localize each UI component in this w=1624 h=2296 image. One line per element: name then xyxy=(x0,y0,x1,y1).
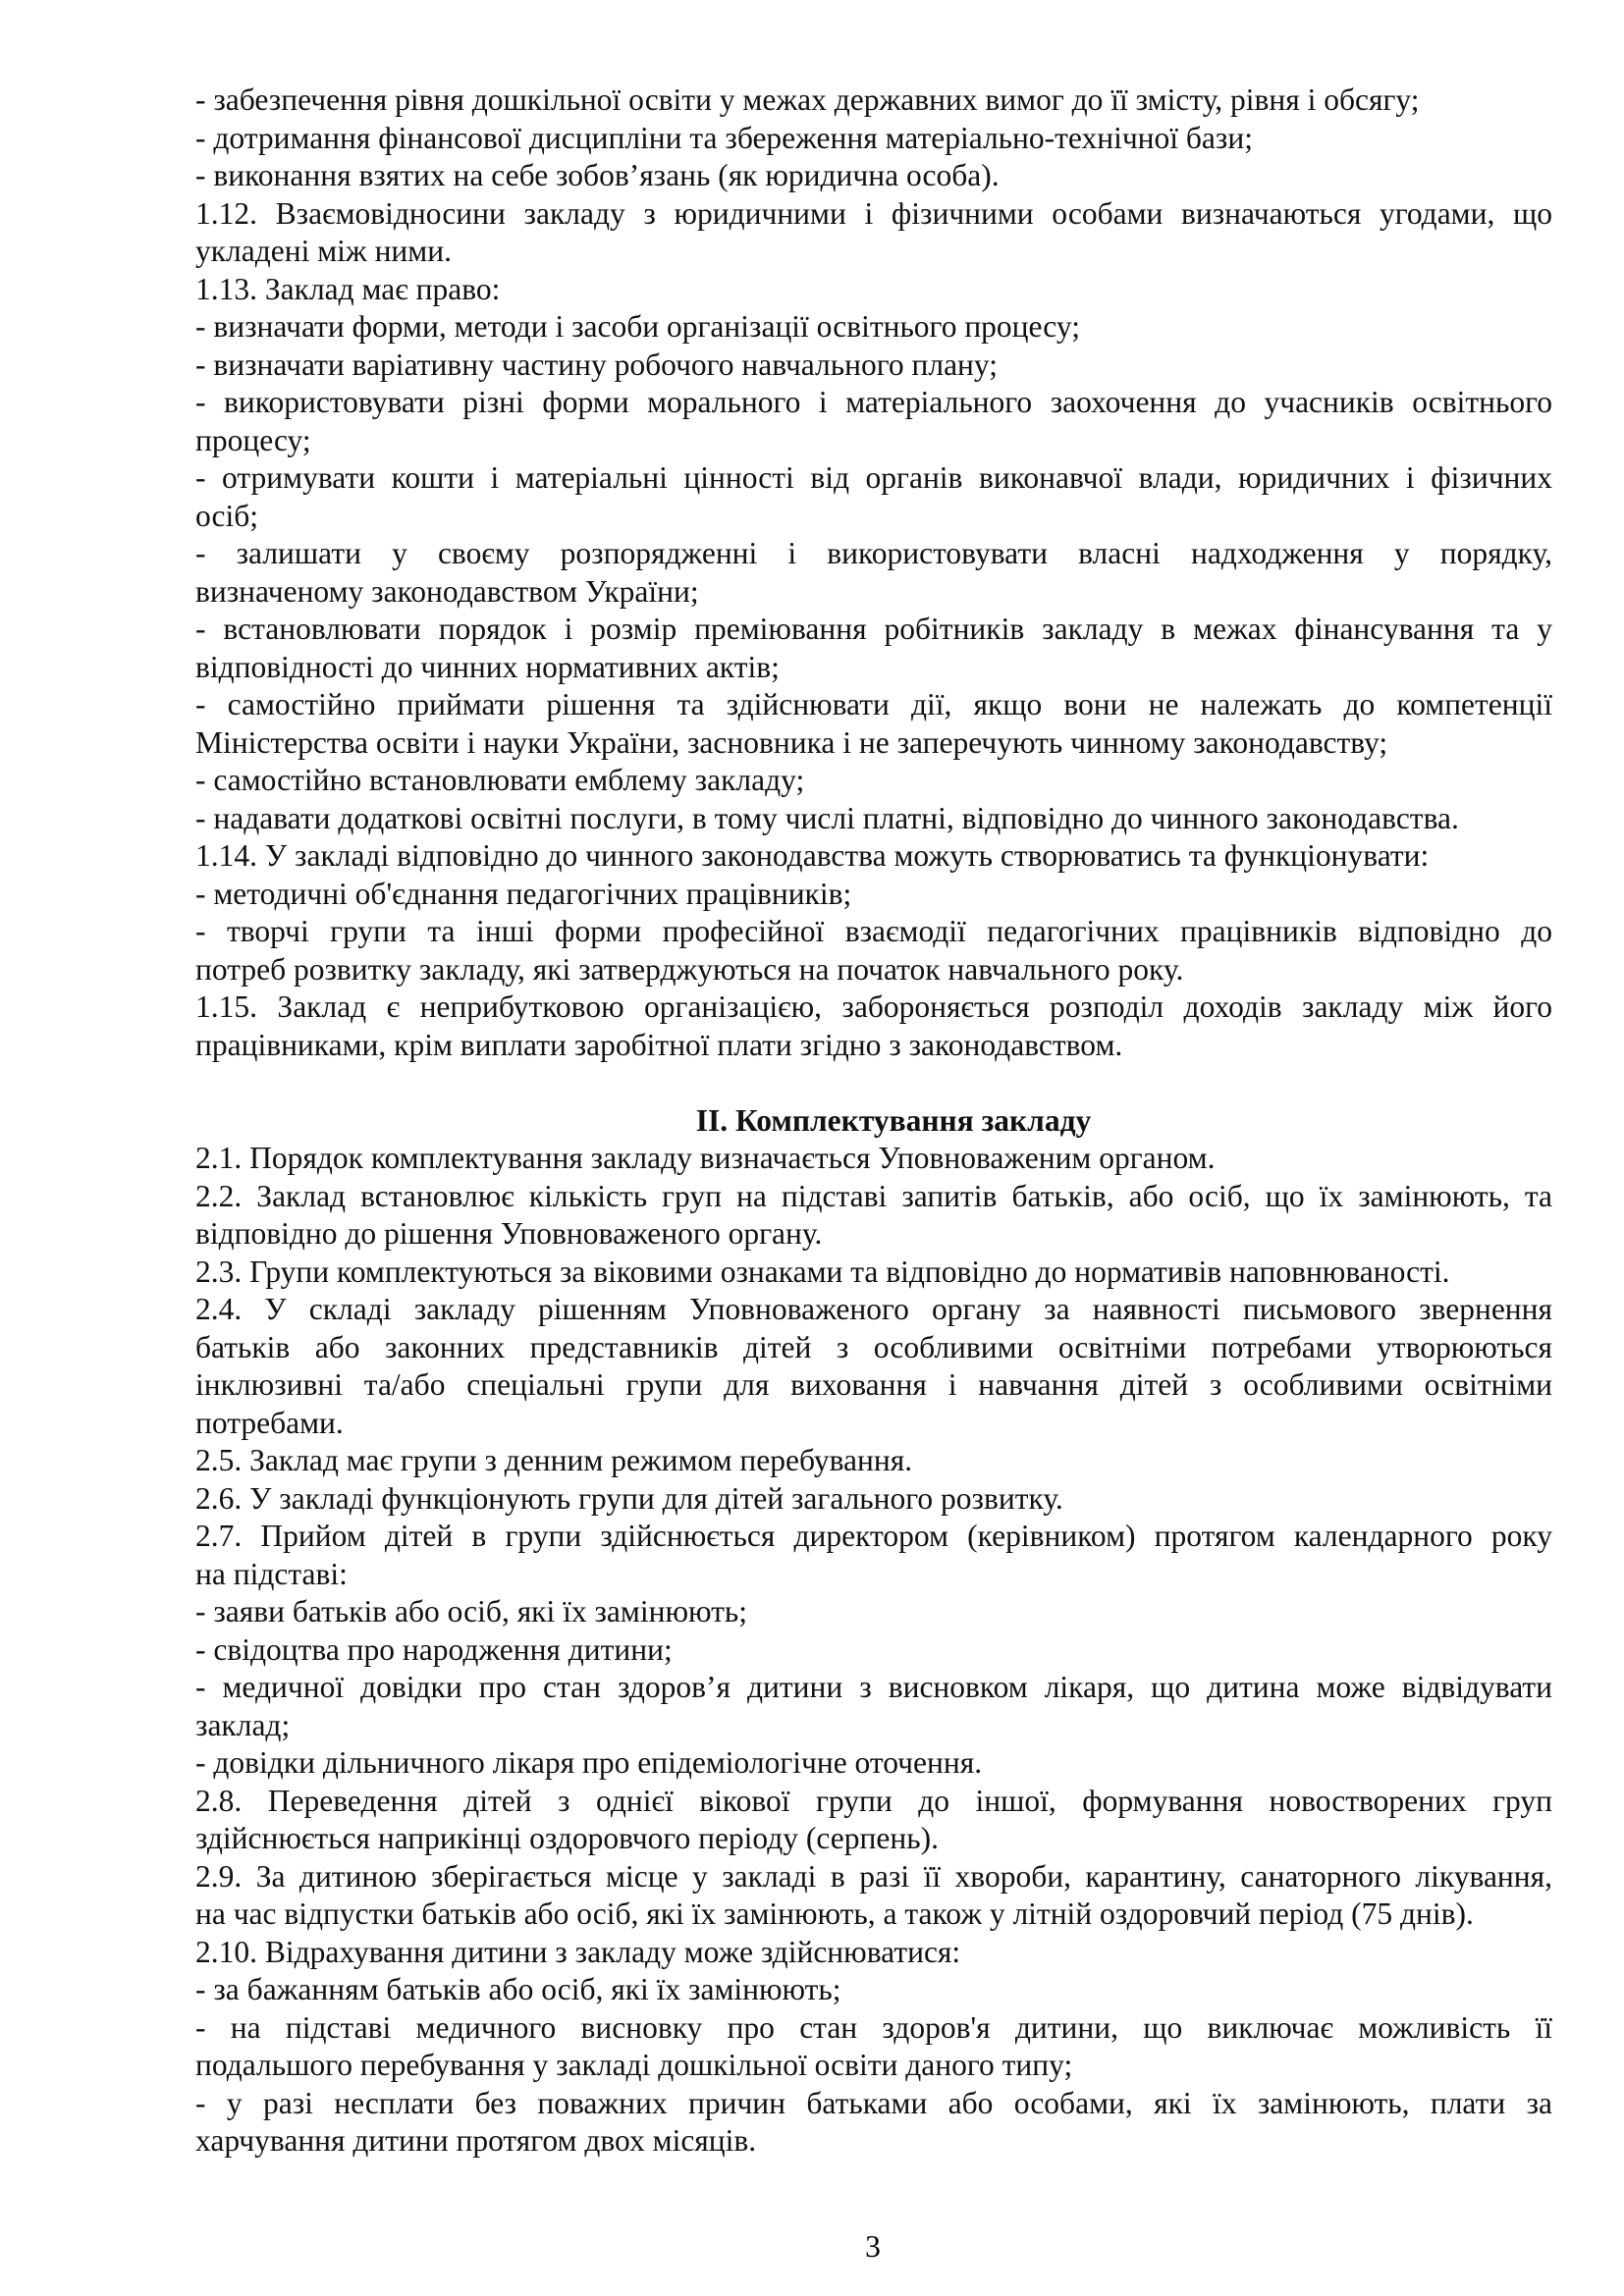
paragraph xyxy=(195,800,1552,838)
paragraph xyxy=(195,611,1552,686)
paragraph xyxy=(195,81,1552,120)
text-line: потреб розвитку закладу, які затверджуються на початок навчального року. xyxy=(195,951,1184,987)
text-line: 2.1. Порядок комплектування закладу визначається Уповноваженим органом. xyxy=(195,1141,1216,1175)
paragraph xyxy=(195,308,1552,347)
text-line: - самостійно приймати рішення та здійснювати дії, якщо вони не належать до компетенції xyxy=(195,687,1552,721)
paragraph xyxy=(195,120,1552,158)
text-line: 2.4. У складі закладу рішенням Уповноваженого органу за наявності письмового звернення xyxy=(195,1292,1552,1326)
paragraph xyxy=(195,1934,1552,1972)
text-line: 1.14. У закладі відповідно до чинного законодавства можуть створюватись та функціонувати: xyxy=(195,838,1430,873)
blank-line xyxy=(195,1064,1552,1102)
paragraph xyxy=(195,459,1552,535)
text-line: батьків або законних представників дітей з особливими освітніми потребами утворюються xyxy=(195,1329,1552,1364)
paragraph xyxy=(195,347,1552,385)
text-line: - залишати у своєму розпорядженні і використовувати власні надходження у порядку, xyxy=(195,536,1552,570)
text-line: на час відпустки батьків або осіб, які їх замінюють, а також у літній оздоровчий період (75 днів). xyxy=(195,1896,1474,1931)
paragraph xyxy=(195,1254,1552,1292)
paragraph xyxy=(195,1178,1552,1254)
text-line: - за бажанням батьків або осіб, які їх замінюють; xyxy=(195,1972,841,2006)
text-line: 2.7. Прийом дітей в групи здійснюється директором (керівником) протягом календарного року xyxy=(195,1519,1552,1553)
text-line: - свідоцтва про народження дитини; xyxy=(195,1631,673,1667)
text-line: 1.13. Заклад має право: xyxy=(195,271,501,306)
text-line: 2.6. У закладі функціонують групи для дітей загального розвитку. xyxy=(195,1480,1063,1516)
text-line: - творчі групи та інші форми професійної взаємодії педагогічних працівників відповідно до xyxy=(195,914,1552,948)
text-line: Міністерства освіти і науки України, засновника і не заперечують чинному законодавству; xyxy=(195,724,1388,760)
paragraph xyxy=(195,1140,1552,1178)
text-line: - у разі несплати без поважних причин батьками або особами, які їх замінюють, плати за xyxy=(195,2085,1552,2120)
text-line: 2.3. Групи комплектуються за віковими ознаками та відповідно до нормативів наповнюваності. xyxy=(195,1254,1450,1289)
text-line: харчування дитини протягом двох місяців. xyxy=(195,2123,757,2158)
text-line: 1.15. Заклад є неприбутковою організацією, забороняється розподіл доходів закладу між його xyxy=(195,989,1552,1024)
text-line: - самостійно встановлювати емблему закладу; xyxy=(195,763,805,797)
paragraph xyxy=(195,195,1552,271)
paragraph xyxy=(195,1783,1552,1858)
text-line: здійснюється наприкінці оздоровчого періоду (серпень). xyxy=(195,1821,939,1855)
text-line: заклад; xyxy=(195,1707,291,1742)
text-line: - визначати варіативну частину робочого навчального плану; xyxy=(195,347,999,382)
text-line: процесу; xyxy=(195,422,311,457)
paragraph xyxy=(195,876,1552,914)
text-line: - методичні об'єднання педагогічних працівників; xyxy=(195,876,852,911)
paragraph xyxy=(195,686,1552,762)
text-line: 2.5. Заклад має групи з денним режимом перебування. xyxy=(195,1443,913,1477)
section-2-heading: II. Комплектування закладу xyxy=(695,1102,1092,1138)
paragraph xyxy=(195,1971,1552,2009)
paragraph xyxy=(195,535,1552,611)
paragraph xyxy=(195,1442,1552,1480)
paragraph xyxy=(195,2009,1552,2085)
section-2-text xyxy=(195,1140,1552,2161)
text-line: - визначати форми, методи і засоби організації освітнього процесу; xyxy=(195,309,1080,344)
paragraph xyxy=(195,1593,1552,1631)
paragraph xyxy=(195,1669,1552,1744)
paragraph xyxy=(195,271,1552,309)
paragraph xyxy=(195,1858,1552,1934)
paragraph xyxy=(195,1518,1552,1593)
text-line: відповідності до чинних нормативних актів; xyxy=(195,649,780,684)
text-line: - надавати додаткові освітні послуги, в тому числі платні, відповідно до чинного законодавства. xyxy=(195,800,1459,835)
paragraph xyxy=(195,384,1552,459)
paragraph xyxy=(195,1291,1552,1442)
text-line: на підставі: xyxy=(195,1556,348,1591)
text-line: 2.2. Заклад встановлює кількість груп на підставі запитів батьків, або осіб, що їх замінюють, та xyxy=(195,1178,1552,1213)
text-line: - забезпечення рівня дошкільної освіти у межах державних вимог до її змісту, рівня і обсягу; xyxy=(195,82,1420,117)
text-line: потребами. xyxy=(195,1405,344,1440)
paragraph xyxy=(195,157,1552,195)
text-line: - медичної довідки про стан здоров’я дитини з висновком лікаря, що дитина може відвідувати xyxy=(195,1670,1552,1704)
text-line: 2.9. За дитиною зберігається місце у закладі в разі її хвороби, карантину, санаторного лікування, xyxy=(195,1858,1552,1894)
text-line: - довідки дільничного лікаря про епідеміологічне оточення. xyxy=(195,1745,983,1780)
text-line: - встановлювати порядок і розмір преміювання робітників закладу в межах фінансування та у xyxy=(195,612,1552,646)
text-line: - заяви батьків або осіб, які їх замінюють; xyxy=(195,1594,747,1629)
paragraph xyxy=(195,1631,1552,1670)
text-line: - використовувати різні форми морального і матеріального заохочення до учасників освітнього xyxy=(195,385,1552,419)
text-line: осіб; xyxy=(195,498,259,533)
paragraph xyxy=(195,837,1552,876)
paragraph xyxy=(195,2085,1552,2161)
text-line: - виконання взятих на себе зобов’язань (як юридична особа). xyxy=(195,158,1000,192)
paragraph xyxy=(195,988,1552,1064)
text-line: - дотримання фінансової дисципліни та збереження матеріально-технічної бази; xyxy=(195,120,1253,155)
section-1-text xyxy=(195,81,1552,1064)
text-line: - отримувати кошти і матеріальні цінності від органів виконавчої влади, юридичних і фізичних xyxy=(195,460,1552,495)
text-line: 2.10. Відрахування дитини з закладу може здійснюватися: xyxy=(195,1934,961,1969)
paragraph xyxy=(195,1480,1552,1519)
text-line: відповідно до рішення Уповноваженого органу. xyxy=(195,1216,823,1251)
text-line: працівниками, крім виплати заробітної плати згідно з законодавством. xyxy=(195,1027,1123,1062)
paragraph xyxy=(195,1744,1552,1783)
text-line: 2.8. Переведення дітей з однієї вікової групи до іншої, формування новостворених груп xyxy=(195,1783,1552,1818)
text-line: інклюзивні та/або спеціальні групи для виховання і навчання дітей з особливими освітніми xyxy=(195,1367,1552,1402)
document-page xyxy=(195,81,1552,2161)
page-number: 3 xyxy=(865,2229,881,2264)
text-line: 1.12. Взаємовідносини закладу з юридичними і фізичними особами визначаються угодами, що xyxy=(195,195,1552,231)
text-line: визначеному законодавством України; xyxy=(195,573,699,609)
text-line: укладені між ними. xyxy=(195,234,452,268)
text-line: подальшого перебування у закладі дошкільної освіти даного типу; xyxy=(195,2048,1073,2082)
paragraph xyxy=(195,913,1552,988)
paragraph xyxy=(195,762,1552,800)
text-line: - на підставі медичного висновку про стан здоров'я дитини, що виключає можливість її xyxy=(195,2009,1552,2045)
